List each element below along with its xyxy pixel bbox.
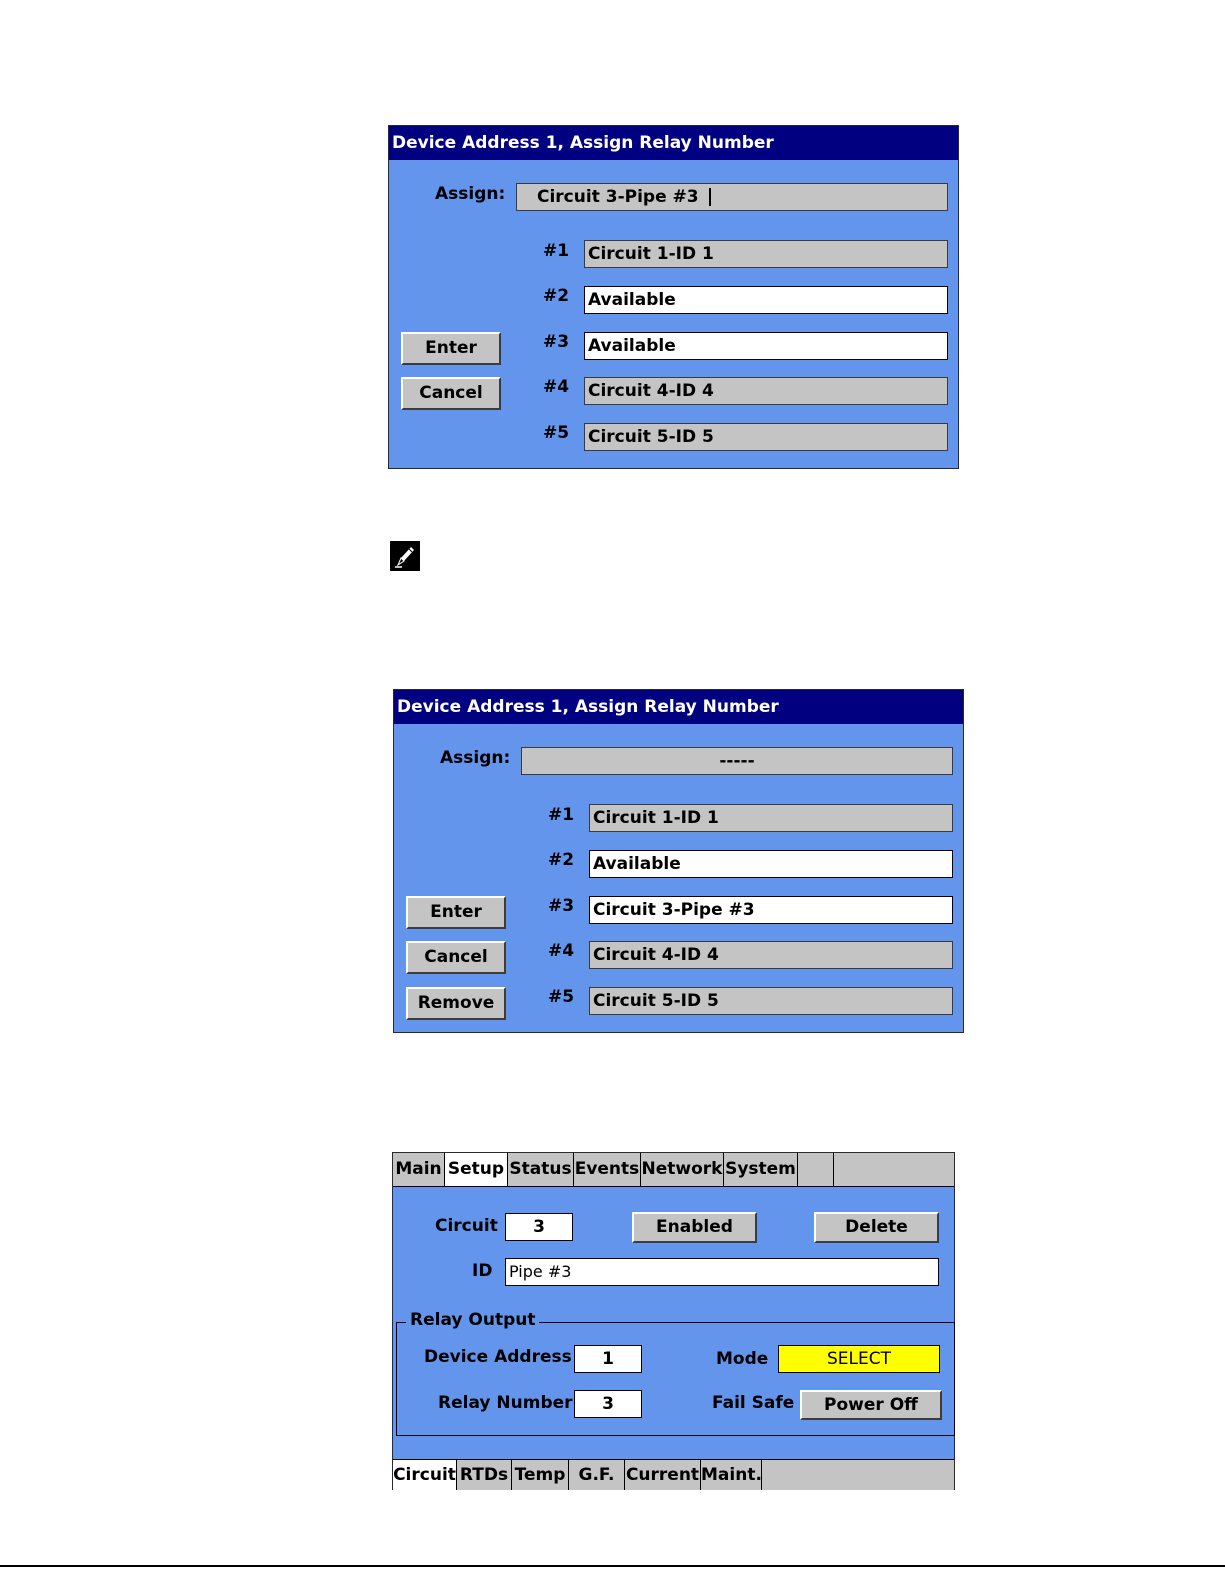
tab-rtds[interactable]: RTDs — [457, 1460, 512, 1490]
relay-slot-2[interactable]: Available — [589, 850, 953, 878]
device-address-field[interactable]: 1 — [574, 1345, 642, 1373]
assign-relay-dialog-2 — [393, 689, 964, 1033]
relay-number-label: #1 — [548, 805, 575, 825]
relay-slot-1[interactable]: Circuit 1-ID 1 — [589, 804, 953, 832]
circuit-number-field[interactable]: 3 — [505, 1213, 573, 1241]
tab-network[interactable]: Network — [641, 1153, 724, 1186]
delete-button[interactable]: Delete — [814, 1212, 939, 1243]
relay-slot-5[interactable]: Circuit 5-ID 5 — [584, 423, 948, 451]
cancel-button[interactable]: Cancel — [406, 941, 506, 974]
assign-label: Assign: — [440, 748, 511, 768]
tab-main[interactable]: Main — [393, 1153, 445, 1186]
assign-value: Circuit 3-Pipe #3 — [537, 187, 699, 207]
top-tab-bar — [393, 1153, 954, 1187]
relay-number-label: #2 — [548, 850, 575, 870]
id-input[interactable]: Pipe #3 — [505, 1258, 939, 1286]
relay-slot-3[interactable]: Circuit 3-Pipe #3 — [589, 896, 953, 924]
tab-gf[interactable]: G.F. — [569, 1460, 625, 1490]
assign-label: Assign: — [435, 184, 506, 204]
tab-maint[interactable]: Maint. — [701, 1460, 762, 1490]
relay-slot-4[interactable]: Circuit 4-ID 4 — [584, 377, 948, 405]
device-address-label: Device Address — [424, 1347, 572, 1367]
relay-number-label: #1 — [543, 241, 570, 261]
tab-circuit[interactable]: Circuit — [393, 1460, 457, 1490]
relay-slot-4[interactable]: Circuit 4-ID 4 — [589, 941, 953, 969]
relay-number-label: #2 — [543, 286, 570, 306]
tab-temp[interactable]: Temp — [512, 1460, 569, 1490]
enabled-button[interactable]: Enabled — [632, 1212, 757, 1243]
mode-label: Mode — [716, 1349, 769, 1369]
tab-status[interactable]: Status — [508, 1153, 574, 1186]
tab-setup[interactable]: Setup — [445, 1153, 508, 1186]
tab-events[interactable]: Events — [574, 1153, 641, 1186]
text-cursor — [709, 188, 711, 206]
enter-button[interactable]: Enter — [406, 896, 506, 929]
relay-slot-2[interactable]: Available — [584, 286, 948, 314]
relay-number-label: #4 — [548, 941, 575, 961]
circuit-label: Circuit — [435, 1216, 498, 1236]
enter-button[interactable]: Enter — [401, 332, 501, 365]
relay-number-label: #5 — [548, 987, 575, 1007]
relay-slot-5[interactable]: Circuit 5-ID 5 — [589, 987, 953, 1015]
tab-current[interactable]: Current — [625, 1460, 701, 1490]
id-label: ID — [472, 1261, 493, 1281]
relay-number-label: Relay Number — [438, 1393, 573, 1413]
mode-select-field[interactable]: SELECT — [778, 1345, 940, 1373]
tab-system[interactable]: System — [724, 1153, 798, 1186]
tab-blank — [798, 1153, 834, 1186]
dialog-title: Device Address 1, Assign Relay Number — [389, 126, 958, 160]
relay-number-label: #3 — [543, 332, 570, 352]
dialog-title: Device Address 1, Assign Relay Number — [394, 690, 963, 724]
bottom-tab-bar — [393, 1459, 954, 1490]
relay-number-label: #5 — [543, 423, 570, 443]
relay-number-label: #3 — [548, 896, 575, 916]
cancel-button[interactable]: Cancel — [401, 377, 501, 410]
assign-relay-dialog-1 — [388, 125, 959, 469]
page-footer-rule — [0, 1565, 1225, 1567]
relay-number-label: #4 — [543, 377, 570, 397]
relay-number-field[interactable]: 3 — [574, 1390, 642, 1418]
fail-safe-button[interactable]: Power Off — [800, 1390, 942, 1420]
relay-output-legend: Relay Output — [406, 1310, 539, 1330]
pencil-note-icon — [390, 541, 420, 571]
circuit-setup-screen — [392, 1152, 955, 1490]
remove-button[interactable]: Remove — [406, 987, 506, 1020]
relay-slot-3[interactable]: Available — [584, 332, 948, 360]
assign-field[interactable]: ----- — [521, 747, 953, 775]
assign-field[interactable] — [516, 183, 948, 211]
relay-slot-1[interactable]: Circuit 1-ID 1 — [584, 240, 948, 268]
fail-safe-label: Fail Safe — [712, 1393, 795, 1413]
